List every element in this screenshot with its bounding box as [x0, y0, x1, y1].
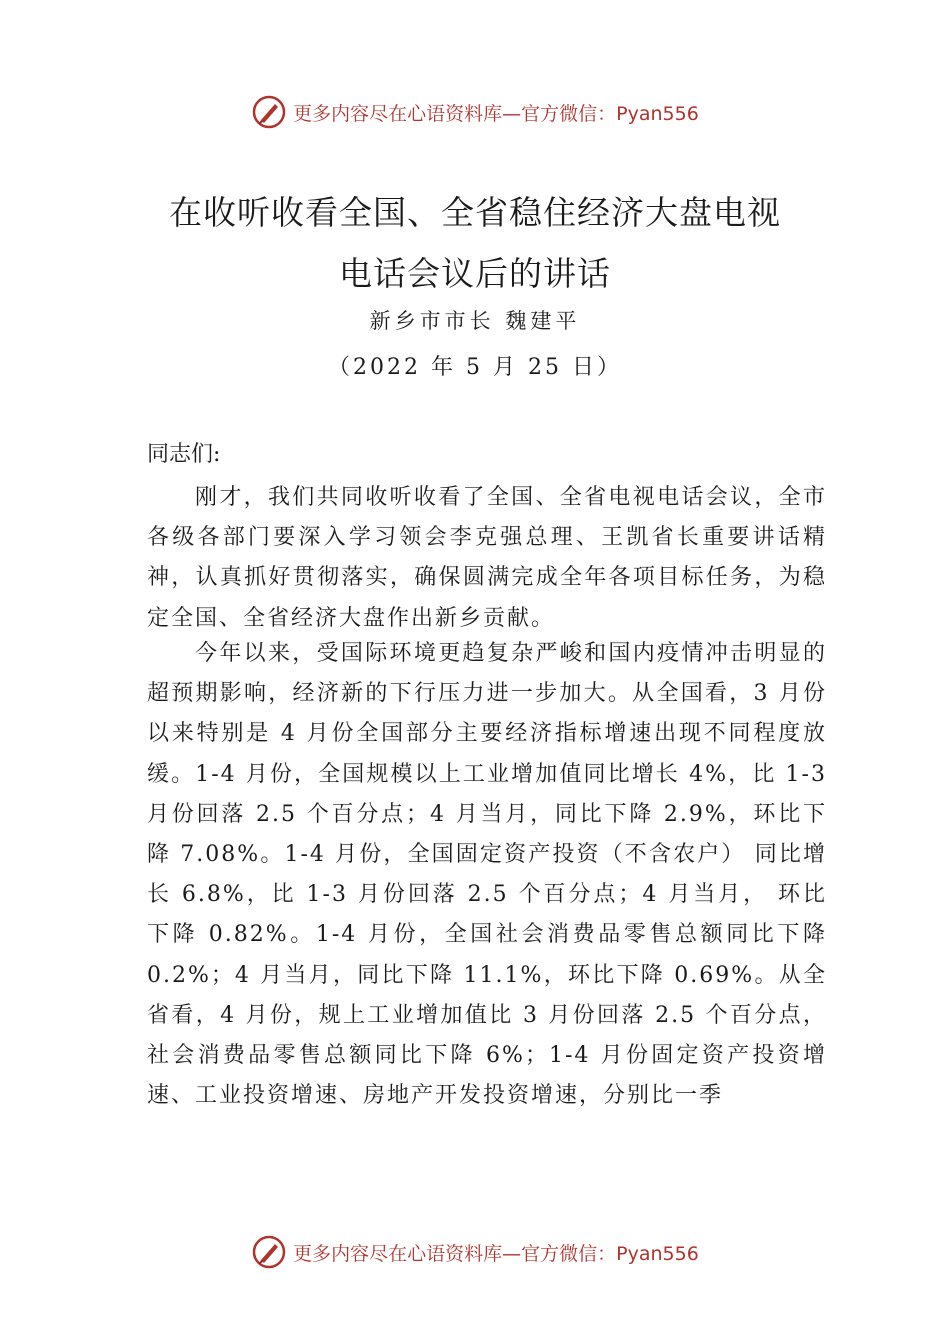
pen-logo-icon: [251, 1234, 287, 1270]
pen-logo-icon: [251, 94, 287, 130]
watermark-banner-top: [0, 92, 950, 132]
salutation: 同志们:: [147, 442, 221, 467]
document-title-line2: 电话会议后的讲话: [339, 254, 611, 293]
paragraph-2: 今年以来，受国际环境更趋复杂严峻和国内疫情冲击明显的超预期影响，经济新的下行压力进一步加大。从全国看，3 月份以来特别是 4 月份全国部分主要经济指标增速出现不同程度放缓。1-4 月份，全国规模以上工业增加值同比增长 4%，比 1-3 月份回落 2.5 个百分点；4 月当月，同比下降 2.9%，环比下降 7.08%。1-4 月份，全国固定资产投资（不含农户） 同比增长 6.8%，比 1-3 月份回落 2.5 个百分点；4 月当月， 环比下降 0.82%。1-4 月份，全国社会消费品零售总额同比下降 0.2%；4 月当月，同比下降 11.1%，环比下降 0.69%。从全省看，4 月份，规上工业增加值比 3 月份回落 2.5 个百分点，社会消费品零售总额同比下降 6%；1-4 月份固定资产投资增速、工业投资增速、房地产开发投资增速，分别比一季: [147, 641, 827, 1109]
watermark-text: 更多内容尽在心语资料库—官方微信：Pyan556: [293, 1242, 699, 1265]
document-title-line1: 在收听收看全国、全省稳住经济大盘电视: [169, 193, 781, 232]
paragraph-1: 刚才，我们共同收听收看了全国、全省电视电话会议，全市各级各部门要深入学习领会李克强总理、王凯省长重要讲话精神，认真抓好贯彻落实，确保圆满完成全年各项目标任务，为稳定全国、全省经济大盘作出新乡贡献。: [147, 485, 827, 631]
watermark-banner-bottom: [0, 1232, 950, 1272]
byline: 新乡市市长 魏建平: [369, 309, 581, 333]
speech-date: （2022 年 5 月 25 日）: [328, 355, 622, 380]
watermark-text: 更多内容尽在心语资料库—官方微信：Pyan556: [293, 102, 699, 125]
